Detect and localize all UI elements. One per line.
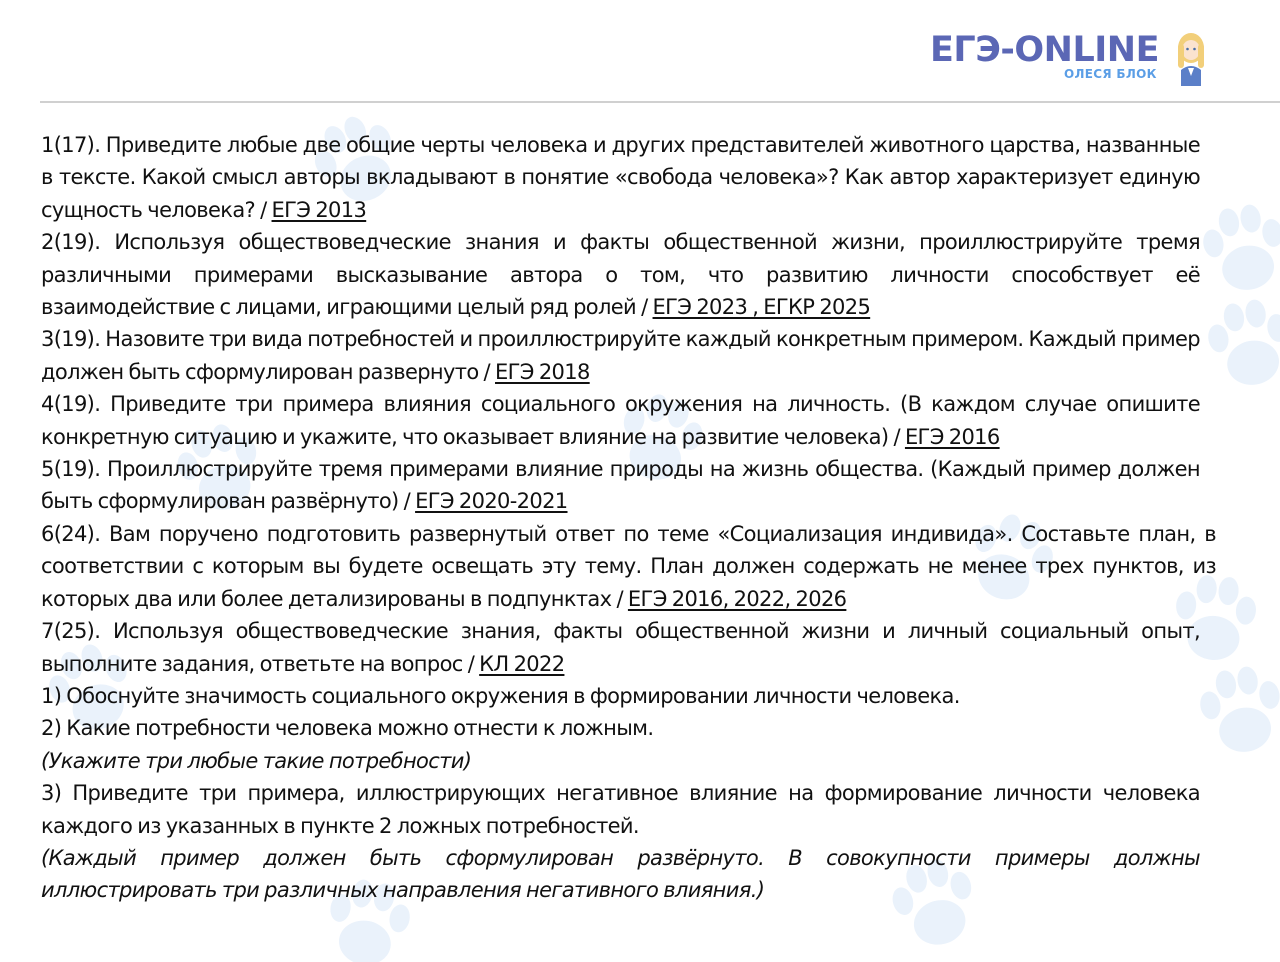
task-text: 1(17). Приведите любые две общие черты человека и других представителей животного царства, названные в тексте. Какой смысл авторы вкладывают в понятие «свобода человека»? Как автор характеризует единую сущность человека? /	[41, 133, 1200, 222]
paw-icon	[1198, 200, 1280, 297]
task-text: 6(24). Вам поручено подготовить развернутый ответ по теме «Социализация индивида». Составьте план, в соответствии с которым вы будете освещать эту тему. План должен содержать не менее трех пунктов, из которых два или более детализированы в подпунктах /	[41, 521, 1216, 611]
task-source: ЕГЭ 2016	[904, 424, 1000, 449]
subtask-3-note: (Каждый пример должен быть сформулирован развёрнуто. В совокупности примеры должны иллюстрировать три различных направления негативного влияния.)	[41, 845, 1200, 903]
task-text: 7(25). Используя обществоведческие знания, факты общественной жизни и личный социальный опыт, выполните задания, ответьте на вопрос /	[41, 619, 1200, 676]
task-source: КЛ 2022	[479, 651, 565, 676]
task-source: ЕГЭ 2020-2021	[415, 489, 568, 514]
task-text: 4(19). Приведите три примера влияния социального окружения на личность. (В каждом случае опишите конкретную ситуацию и укажите, что оказывает влияние на развитие человека) /	[41, 392, 1200, 449]
task-item	[41, 129, 1200, 226]
task-list	[41, 129, 1216, 907]
task-text: 5(19). Проиллюстрируйте тремя примерами влияние природы на жизнь общества. (Каждый пример должен быть сформулирован развёрнуто) /	[41, 457, 1200, 514]
task-item	[41, 518, 1216, 615]
subtask-3: 3) Приведите три примера, иллюстрирующих негативное влияние на формирование личности человека каждого из указанных в пункте 2 ложных потребностей.	[41, 781, 1200, 838]
task-text: 3(19). Назовите три вида потребностей и проиллюстрируйте каждый конкретным примером. Каждый пример должен быть сформулирован развернуто /	[41, 327, 1200, 384]
subtask-2-note: (Укажите три любые такие потребности)	[41, 748, 472, 773]
task-source: ЕГЭ 2016, 2022, 2026	[627, 586, 847, 611]
task-item	[41, 323, 1200, 388]
logo	[928, 30, 1218, 90]
girl-mascot-icon	[1173, 30, 1209, 86]
task-item	[41, 453, 1200, 518]
logo-subtitle: ОЛЕСЯ БЛОК	[1064, 67, 1157, 81]
task-source: ЕГЭ 2013	[271, 197, 367, 222]
subtask-2: 2) Какие потребности человека можно отнести к ложным.	[41, 716, 654, 741]
task-source: ЕГЭ 2023 , ЕГКР 2025	[652, 295, 871, 320]
task-text: 2(19). Используя обществоведческие знания и факты общественной жизни, проиллюстрируйте тремя различными примерами высказывание автора о том, что развитию личности способствует её взаимодействие с лицами, играющими целый ряд ролей /	[41, 230, 1200, 320]
task-source: ЕГЭ 2018	[495, 359, 590, 384]
task-item	[41, 615, 1200, 680]
subtask-1: 1) Обоснуйте значимость социального окружения в формировании личности человека.	[41, 683, 960, 708]
task-item	[41, 388, 1200, 453]
paw-icon	[1203, 295, 1280, 392]
task-item	[41, 226, 1200, 323]
header-divider	[40, 101, 1280, 103]
paw-icon	[1195, 662, 1280, 759]
logo-text: ЕГЭ-ONLINE	[930, 30, 1159, 70]
